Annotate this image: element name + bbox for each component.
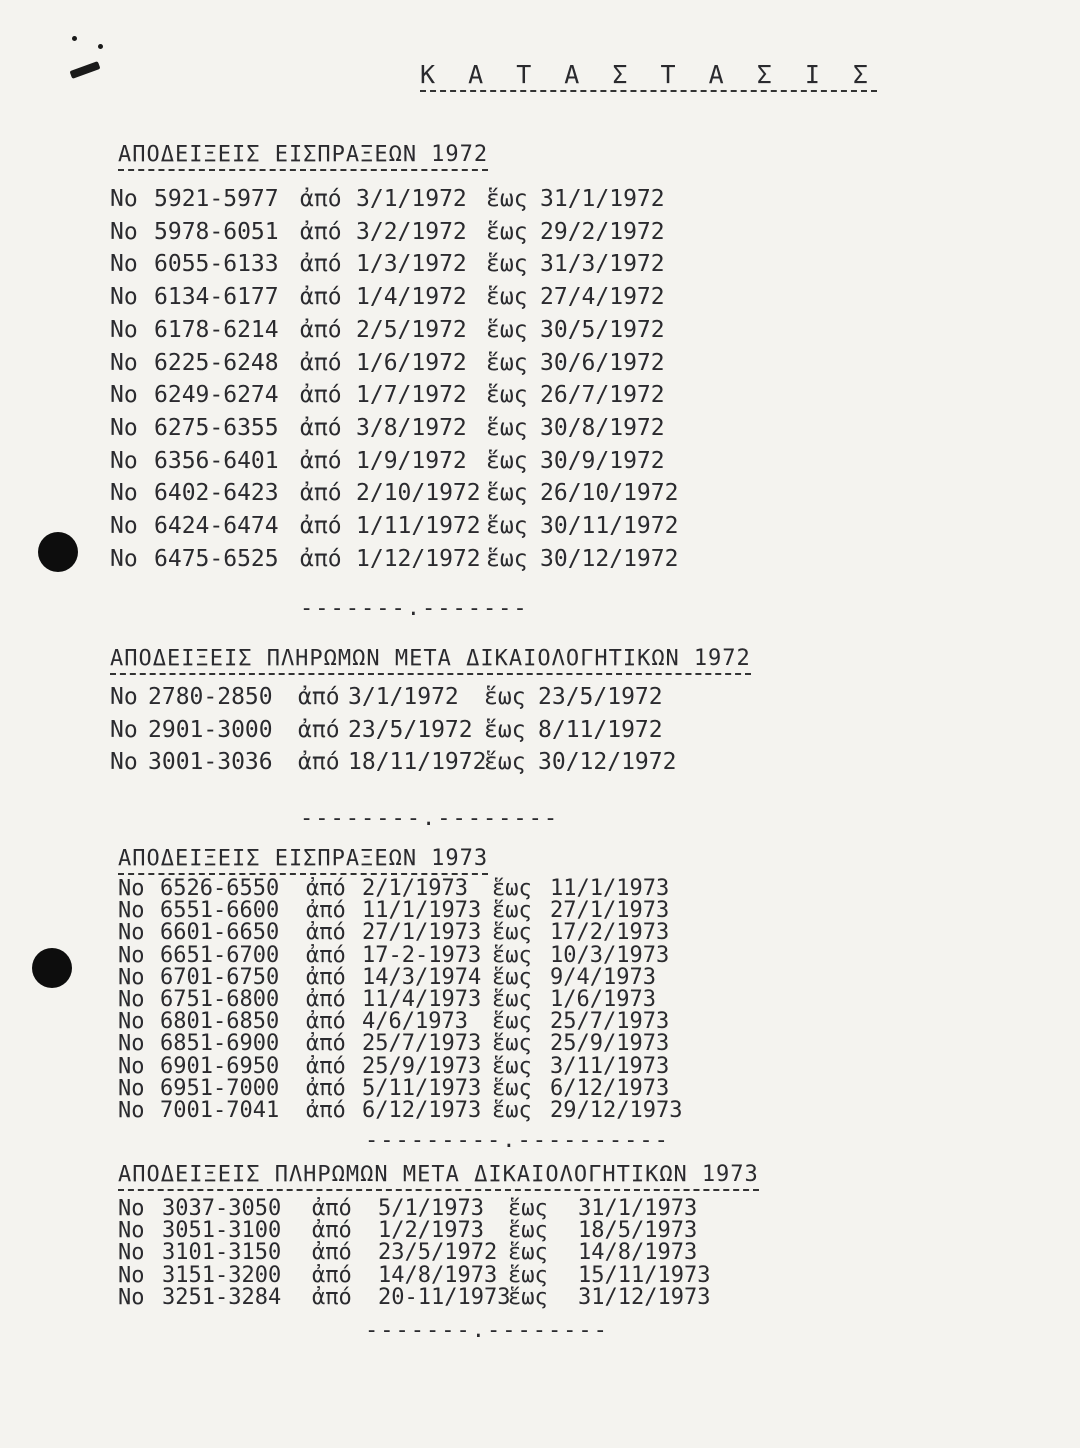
cell-to-label: ἕως xyxy=(508,1240,548,1266)
cell-to: 30/6/1972 xyxy=(540,349,665,376)
section-heading xyxy=(118,142,488,171)
cell-range: 2780-2850 xyxy=(148,684,273,710)
cell-to-label: ἕως xyxy=(492,987,532,1012)
cell-from-label: ἀπό xyxy=(300,545,342,572)
cell-from: 5/11/1973 xyxy=(362,1075,482,1101)
cell-to-label: ἕως xyxy=(492,920,532,946)
cell-from-label: ἀπό xyxy=(298,749,340,775)
cell-range: 6651-6700 xyxy=(160,942,280,968)
section-year: 1972 xyxy=(693,646,751,671)
cell-to-label: ἕως xyxy=(486,349,528,376)
cell-range: 6178-6214 xyxy=(154,316,279,343)
cell-to-label: ἕως xyxy=(486,218,528,245)
cell-range: 3251-3284 xyxy=(162,1284,282,1310)
cell-to: 25/7/1973 xyxy=(550,1009,670,1035)
cell-to-label: ἕως xyxy=(484,716,526,743)
cell-from-label: ἀπό xyxy=(300,316,342,343)
cell-no: Νο xyxy=(110,447,138,474)
section-heading-text: ΑΠΟΔΕΙΞΕΙΣ ΠΛΗΡΩΜΩΝ ΜΕΤΑ ΔΙΚΑΙΟΛΟΓΗΤΙΚΩΝ xyxy=(110,646,680,671)
cell-range: 6424-6474 xyxy=(154,513,279,539)
cell-no: Νο xyxy=(110,716,138,743)
cell-from-label: ἀπό xyxy=(306,1098,346,1123)
cell-from-label: ἀπό xyxy=(300,513,342,539)
section-year: 1973 xyxy=(701,1162,759,1187)
cell-from-label: ἀπό xyxy=(300,480,342,507)
cell-range: 6249-6274 xyxy=(154,382,279,409)
punch-hole-bottom xyxy=(32,948,72,988)
section-year: 1972 xyxy=(431,142,489,167)
cell-to: 15/11/1973 xyxy=(578,1262,711,1288)
cell-to: 30/12/1972 xyxy=(540,545,679,572)
section-heading-text: ΑΠΟΔΕΙΞΕΙΣ ΠΛΗΡΩΜΩΝ ΜΕΤΑ ΔΙΚΑΙΟΛΟΓΗΤΙΚΩΝ xyxy=(118,1162,688,1187)
cell-to: 11/1/1973 xyxy=(550,876,670,901)
cell-no: Νο xyxy=(110,382,138,409)
cell-no: Νο xyxy=(118,1262,145,1288)
cell-from-label: ἀπό xyxy=(306,987,346,1012)
cell-to-label: ἕως xyxy=(492,1098,532,1123)
cell-from: 11/1/1973 xyxy=(362,898,482,924)
cell-to-label: ἕως xyxy=(492,1053,532,1079)
cell-to: 30/12/1972 xyxy=(538,749,677,775)
cell-range: 6751-6800 xyxy=(160,987,280,1012)
cell-no: Νο xyxy=(110,284,138,311)
section-separator: --------.-------- xyxy=(300,806,560,831)
cell-from-label: ἀπό xyxy=(300,414,342,441)
cell-from: 20-11/1973 xyxy=(378,1284,511,1310)
section-separator: ---------.---------- xyxy=(365,1128,670,1153)
section-year: 1973 xyxy=(431,846,489,871)
cell-from: 14/3/1974 xyxy=(362,964,482,990)
cell-range: 6601-6650 xyxy=(160,920,280,946)
cell-from-label: ἀπό xyxy=(306,1009,346,1035)
section-heading-text: ΑΠΟΔΕΙΞΕΙΣ ΕΙΣΠΡΑΞΕΩΝ xyxy=(118,142,418,167)
cell-to-label: ἕως xyxy=(492,876,532,901)
cell-to: 27/4/1972 xyxy=(540,284,665,311)
cell-from: 3/8/1972 xyxy=(356,414,467,441)
cell-from-label: ἀπό xyxy=(306,1075,346,1101)
cell-to: 31/12/1973 xyxy=(578,1284,711,1310)
cell-from-label: ἀπό xyxy=(300,186,342,212)
cell-no: Νο xyxy=(110,513,138,539)
cell-range: 7001-7041 xyxy=(160,1098,280,1123)
cell-range: 6275-6355 xyxy=(154,414,279,441)
cell-range: 2901-3000 xyxy=(148,716,273,743)
cell-to: 8/11/1972 xyxy=(538,716,663,743)
cell-from: 1/12/1972 xyxy=(356,545,481,572)
ink-dot xyxy=(98,44,103,49)
cell-no: Νο xyxy=(118,1218,145,1244)
punch-hole-top xyxy=(38,532,78,572)
cell-from-label: ἀπό xyxy=(298,684,340,710)
cell-to-label: ἕως xyxy=(508,1196,548,1221)
cell-from: 18/11/1972 xyxy=(348,749,487,775)
cell-to-label: ἕως xyxy=(486,447,528,474)
cell-no: Νο xyxy=(118,964,145,990)
cell-range: 6475-6525 xyxy=(154,545,279,572)
cell-from: 25/9/1973 xyxy=(362,1053,482,1079)
cell-from-label: ἀπό xyxy=(300,349,342,376)
cell-to: 29/2/1972 xyxy=(540,218,665,245)
cell-to: 9/4/1973 xyxy=(550,964,656,990)
cell-from-label: ἀπό xyxy=(312,1240,352,1266)
cell-from: 5/1/1973 xyxy=(378,1196,484,1221)
cell-to: 31/3/1972 xyxy=(540,251,665,278)
cell-from: 1/3/1972 xyxy=(356,251,467,278)
cell-to-label: ἕως xyxy=(492,942,532,968)
section-heading-text: ΑΠΟΔΕΙΞΕΙΣ ΕΙΣΠΡΑΞΕΩΝ xyxy=(118,846,418,871)
cell-from: 6/12/1973 xyxy=(362,1098,482,1123)
section-separator: -------.------- xyxy=(300,596,529,621)
cell-range: 3037-3050 xyxy=(162,1196,282,1221)
cell-to: 31/1/1972 xyxy=(540,186,665,212)
cell-from: 23/5/1972 xyxy=(348,716,473,743)
cell-no: Νο xyxy=(110,316,138,343)
cell-to-label: ἕως xyxy=(486,284,528,311)
cell-no: Νο xyxy=(110,684,138,710)
cell-from: 2/10/1972 xyxy=(356,480,481,507)
cell-range: 6851-6900 xyxy=(160,1031,280,1057)
section-separator: -------.-------- xyxy=(365,1318,609,1343)
cell-no: Νο xyxy=(110,218,138,245)
cell-to-label: ἕως xyxy=(486,414,528,441)
ink-mark xyxy=(70,61,101,79)
cell-to-label: ἕως xyxy=(486,186,528,212)
cell-to-label: ἕως xyxy=(508,1284,548,1310)
cell-to: 18/5/1973 xyxy=(578,1218,698,1244)
cell-from: 1/11/1972 xyxy=(356,513,481,539)
cell-from: 3/1/1972 xyxy=(348,684,459,710)
cell-from: 14/8/1973 xyxy=(378,1262,498,1288)
cell-to: 23/5/1972 xyxy=(538,684,663,710)
cell-from-label: ἀπό xyxy=(300,447,342,474)
cell-to: 26/7/1972 xyxy=(540,382,665,409)
cell-no: Νο xyxy=(118,1284,145,1310)
cell-to: 26/10/1972 xyxy=(540,480,679,507)
cell-range: 6951-7000 xyxy=(160,1075,280,1101)
cell-no: Νο xyxy=(118,1075,145,1101)
cell-from: 27/1/1973 xyxy=(362,920,482,946)
cell-to-label: ἕως xyxy=(486,480,528,507)
cell-to-label: ἕως xyxy=(508,1262,548,1288)
cell-range: 6551-6600 xyxy=(160,898,280,924)
cell-to: 6/12/1973 xyxy=(550,1075,670,1101)
cell-no: Νο xyxy=(110,749,138,775)
cell-from: 25/7/1973 xyxy=(362,1031,482,1057)
cell-from-label: ἀπό xyxy=(300,218,342,245)
section-heading xyxy=(118,846,488,875)
cell-to: 27/1/1973 xyxy=(550,898,670,924)
cell-from: 4/6/1973 xyxy=(362,1009,468,1035)
cell-to: 25/9/1973 xyxy=(550,1031,670,1057)
cell-no: Νο xyxy=(110,480,138,507)
cell-from: 1/7/1972 xyxy=(356,382,467,409)
cell-from: 1/2/1973 xyxy=(378,1218,484,1244)
cell-range: 3151-3200 xyxy=(162,1262,282,1288)
cell-range: 6701-6750 xyxy=(160,964,280,990)
section-heading xyxy=(110,646,751,675)
cell-to-label: ἕως xyxy=(492,1075,532,1101)
cell-no: Νο xyxy=(118,987,145,1012)
cell-from-label: ἀπό xyxy=(300,251,342,278)
cell-from: 11/4/1973 xyxy=(362,987,482,1012)
ink-dot xyxy=(72,36,77,41)
cell-no: Νο xyxy=(110,414,138,441)
cell-from: 2/1/1973 xyxy=(362,876,468,901)
cell-to: 30/8/1972 xyxy=(540,414,665,441)
cell-no: Νο xyxy=(110,349,138,376)
cell-no: Νο xyxy=(118,1031,145,1057)
cell-no: Νο xyxy=(118,942,145,968)
cell-to-label: ἕως xyxy=(484,749,526,775)
cell-range: 3051-3100 xyxy=(162,1218,282,1244)
cell-range: 6526-6550 xyxy=(160,876,280,901)
document-title: Κ Α Τ Α Σ Τ Α Σ Ι Σ xyxy=(420,60,877,92)
cell-no: Νο xyxy=(110,251,138,278)
cell-no: Νο xyxy=(110,545,138,572)
cell-to-label: ἕως xyxy=(486,382,528,409)
cell-no: Νο xyxy=(118,1196,145,1221)
cell-to-label: ἕως xyxy=(486,513,528,539)
cell-to: 31/1/1973 xyxy=(578,1196,698,1221)
cell-range: 5921-5977 xyxy=(154,186,279,212)
cell-no: Νο xyxy=(110,186,138,212)
cell-no: Νο xyxy=(118,1009,145,1035)
cell-range: 3101-3150 xyxy=(162,1240,282,1266)
cell-to-label: ἕως xyxy=(486,545,528,572)
cell-range: 6402-6423 xyxy=(154,480,279,507)
cell-to-label: ἕως xyxy=(492,964,532,990)
cell-range: 6801-6850 xyxy=(160,1009,280,1035)
cell-no: Νο xyxy=(118,1240,145,1266)
cell-to-label: ἕως xyxy=(492,1009,532,1035)
cell-to-label: ἕως xyxy=(484,684,526,710)
cell-to-label: ἕως xyxy=(492,1031,532,1057)
cell-from-label: ἀπό xyxy=(306,1031,346,1057)
cell-range: 6356-6401 xyxy=(154,447,279,474)
cell-from-label: ἀπό xyxy=(298,716,340,743)
cell-to: 1/6/1973 xyxy=(550,987,656,1012)
cell-no: Νο xyxy=(118,876,145,901)
cell-from: 17-2-1973 xyxy=(362,942,482,968)
cell-from-label: ἀπό xyxy=(306,1053,346,1079)
cell-to: 30/11/1972 xyxy=(540,513,679,539)
cell-no: Νο xyxy=(118,898,145,924)
cell-from-label: ἀπό xyxy=(312,1284,352,1310)
cell-range: 3001-3036 xyxy=(148,749,273,775)
cell-to: 30/5/1972 xyxy=(540,316,665,343)
cell-range: 6901-6950 xyxy=(160,1053,280,1079)
cell-to-label: ἕως xyxy=(486,316,528,343)
cell-from-label: ἀπό xyxy=(306,942,346,968)
cell-to: 17/2/1973 xyxy=(550,920,670,946)
cell-from: 23/5/1972 xyxy=(378,1240,498,1266)
cell-from: 3/2/1972 xyxy=(356,218,467,245)
cell-to-label: ἕως xyxy=(486,251,528,278)
cell-from: 1/6/1972 xyxy=(356,349,467,376)
cell-from-label: ἀπό xyxy=(300,382,342,409)
cell-from-label: ἀπό xyxy=(306,920,346,946)
cell-to: 14/8/1973 xyxy=(578,1240,698,1266)
cell-from-label: ἀπό xyxy=(312,1218,352,1244)
cell-from-label: ἀπό xyxy=(300,284,342,311)
cell-from: 1/4/1972 xyxy=(356,284,467,311)
cell-from-label: ἀπό xyxy=(306,964,346,990)
cell-from-label: ἀπό xyxy=(312,1196,352,1221)
cell-from-label: ἀπό xyxy=(306,898,346,924)
cell-from-label: ἀπό xyxy=(306,876,346,901)
cell-to-label: ἕως xyxy=(492,898,532,924)
cell-range: 6225-6248 xyxy=(154,349,279,376)
cell-to-label: ἕως xyxy=(508,1218,548,1244)
cell-to: 29/12/1973 xyxy=(550,1098,683,1123)
cell-from: 1/9/1972 xyxy=(356,447,467,474)
cell-range: 5978-6051 xyxy=(154,218,279,245)
cell-from-label: ἀπό xyxy=(312,1262,352,1288)
cell-to: 10/3/1973 xyxy=(550,942,670,968)
cell-to: 30/9/1972 xyxy=(540,447,665,474)
cell-range: 6055-6133 xyxy=(154,251,279,278)
cell-no: Νο xyxy=(118,1098,145,1123)
cell-no: Νο xyxy=(118,1053,145,1079)
cell-to: 3/11/1973 xyxy=(550,1053,670,1079)
cell-no: Νο xyxy=(118,920,145,946)
cell-from: 2/5/1972 xyxy=(356,316,467,343)
cell-from: 3/1/1972 xyxy=(356,186,467,212)
cell-range: 6134-6177 xyxy=(154,284,279,311)
section-heading xyxy=(118,1162,759,1191)
